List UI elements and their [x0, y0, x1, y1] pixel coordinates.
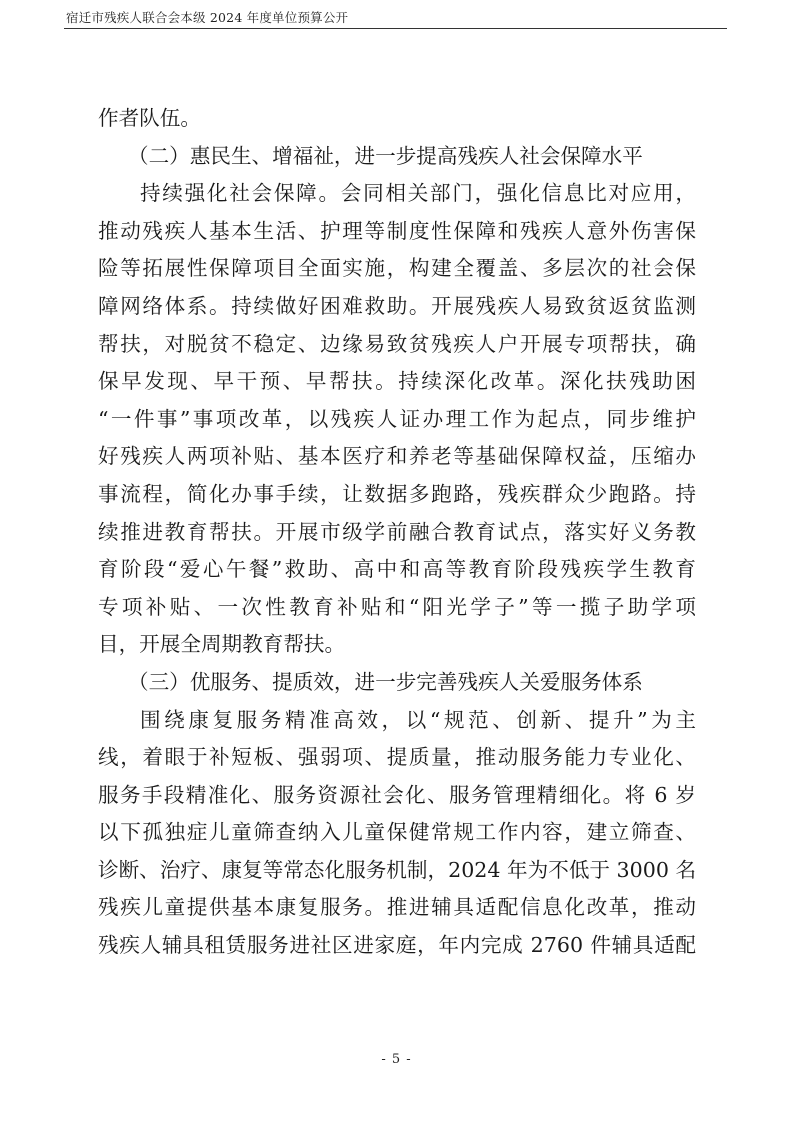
header-divider: [64, 28, 727, 29]
paragraph-line: 诊断、治疗、康复等常态化服务机制，2024 年为不低于 3000 名: [98, 857, 697, 882]
paragraph-line: 以下孤独症儿童筛查纳入儿童保健常规工作内容，建立筛查、: [98, 820, 696, 845]
page-number: - 5 -: [381, 1052, 412, 1067]
paragraph-line: 推动残疾人基本生活、护理等制度性保障和残疾人意外伤害保: [98, 218, 696, 243]
page-header-title: 宿迁市残疾人联合会本级 2024 年度单位预算公开: [66, 10, 349, 25]
paragraph-line: 目，开展全周期教育帮扶。: [98, 632, 346, 657]
paragraph-line: 服务手段精准化、服务资源社会化、服务管理精细化。将 6 岁: [98, 782, 696, 807]
paragraph-line: 保早发现、早干预、早帮扶。持续深化改革。深化扶残助困: [98, 369, 696, 394]
paragraph-line: 障网络体系。持续做好困难救助。开展残疾人易致贫返贫监测: [98, 293, 696, 318]
paragraph-line: 线，着眼于补短板、强弱项、提质量，推动服务能力专业化、: [98, 745, 696, 770]
paragraph-line: 残疾儿童提供基本康复服务。推进辅具适配信息化改革，推动: [98, 895, 696, 920]
paragraph-line: 作者队伍。: [98, 106, 201, 130]
paragraph-line: 事流程，简化办事手续，让数据多跑路，残疾群众少跑路。持: [98, 481, 696, 506]
document-body: [98, 100, 696, 965]
paragraph-line: 持续强化社会保障。会同相关部门，强化信息比对应用，: [140, 181, 696, 206]
section-heading: （二）惠民生、增福祉，进一步提高残疾人社会保障水平: [128, 143, 643, 168]
paragraph-line: “一件事”事项改革，以残疾人证办理工作为起点，同步维护: [98, 406, 696, 431]
paragraph-line: 续推进教育帮扶。开展市级学前融合教育试点，落实好义务教: [98, 519, 696, 544]
paragraph-line: 险等拓展性保障项目全面实施，构建全覆盖、多层次的社会保: [98, 256, 696, 281]
paragraph-line: 帮扶，对脱贫不稳定、边缘易致贫残疾人户开展专项帮扶，确: [98, 331, 696, 356]
paragraph-line: 育阶段“爱心午餐”救助、高中和高等教育阶段残疾学生教育: [98, 557, 696, 582]
paragraph-line: 残疾人辅具租赁服务进社区进家庭，年内完成 2760 件辅具适配: [98, 933, 696, 958]
paragraph-line: 好残疾人两项补贴、基本医疗和养老等基础保障权益，压缩办: [98, 444, 696, 469]
section-heading: （三）优服务、提质效，进一步完善残疾人关爱服务体系: [128, 669, 643, 694]
paragraph-line: 围绕康复服务精准高效，以“规范、创新、提升”为主: [140, 707, 696, 732]
paragraph-line: 专项补贴、一次性教育补贴和“阳光学子”等一揽子助学项: [98, 594, 696, 619]
